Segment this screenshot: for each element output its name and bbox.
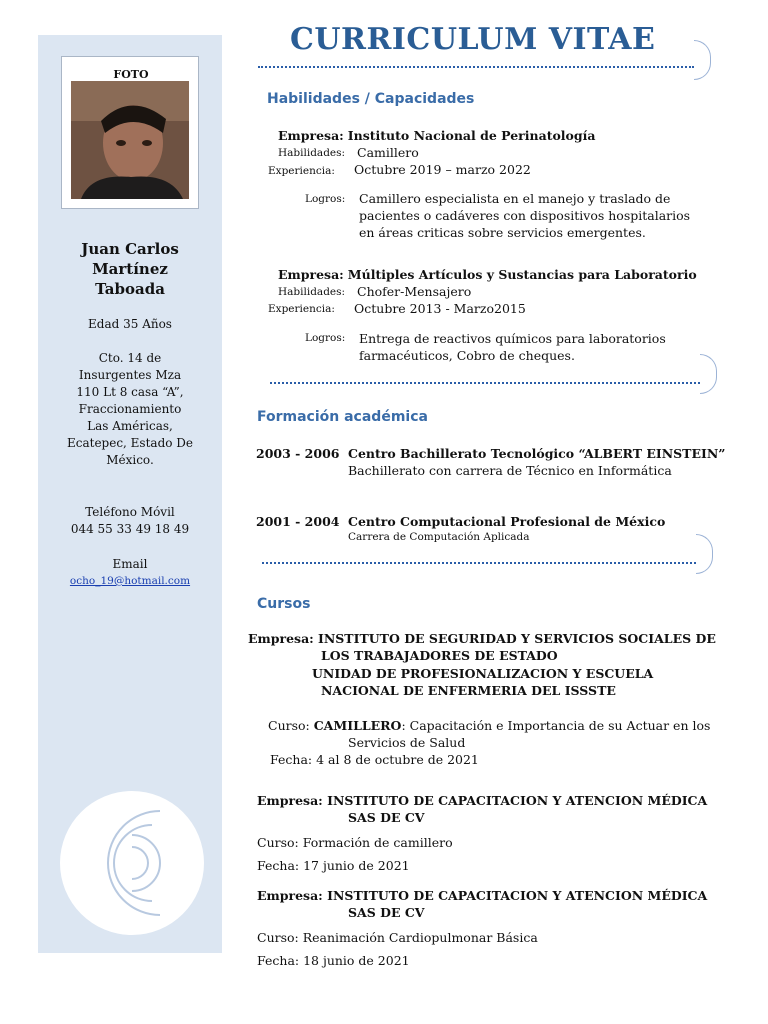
date-value: 4 al 8 de octubre de 2021: [316, 752, 479, 767]
education-years: 2003 - 2006: [256, 446, 340, 461]
course-company-line: INSTITUTO DE CAPACITACION Y ATENCION MÉDICA: [327, 793, 708, 808]
achievement-line: en áreas criticas sobre servicios emergentes.: [359, 225, 646, 240]
course-company-label: Empresa:: [257, 793, 323, 808]
company-label: Empresa:: [278, 128, 344, 143]
name-line: Taboada: [95, 280, 165, 298]
course-date: Fecha: 17 junio de 2021: [257, 858, 410, 873]
course-company-line: UNIDAD DE PROFESIONALIZACION Y ESCUELA: [312, 666, 654, 681]
course-company: [257, 793, 707, 808]
company-label: Empresa:: [278, 267, 344, 282]
course-date: Fecha: 18 junio de 2021: [257, 953, 410, 968]
course-company-line: SAS DE CV: [348, 810, 425, 825]
course-name: CAMILLERO: [313, 718, 402, 733]
address-line: Las Américas,: [87, 419, 173, 433]
phone-label: Teléfono Móvil: [85, 505, 175, 519]
course-company-label: Empresa:: [257, 888, 323, 903]
profile-photo: [71, 81, 189, 199]
skills-label: Habilidades:: [278, 286, 346, 298]
address-line: México.: [106, 453, 154, 467]
experience-label: Experiencia:: [268, 165, 335, 177]
course-date: [270, 752, 479, 767]
skills-label: Habilidades:: [278, 147, 346, 159]
course-description-cont: Servicios de Salud: [348, 735, 466, 750]
achievements-text: [359, 190, 690, 241]
course-line: Curso: Reanimación Cardiopulmonar Básica: [257, 930, 538, 945]
skills-heading: Habilidades / Capacidades: [267, 91, 475, 107]
address-line: Insurgentes Mza: [78, 368, 182, 382]
course-company-line: INSTITUTO DE SEGURIDAD Y SERVICIOS SOCIALES DE: [318, 631, 716, 646]
address-line: Cto. 14 de: [98, 351, 162, 365]
education-detail: Bachillerato con carrera de Técnico en Informática: [348, 463, 672, 478]
profile-photo-image: [71, 81, 189, 199]
course-description: : Capacitación e Importancia de su Actuar en los: [401, 718, 711, 733]
job-company: [278, 267, 697, 282]
divider: [270, 382, 700, 384]
experience-value: Octubre 2019 – marzo 2022: [354, 162, 531, 177]
divider-hook-icon: [694, 40, 711, 80]
achievement-line: Camillero especialista en el manejo y traslado de: [359, 191, 671, 206]
achievements-label: Logros:: [305, 332, 346, 344]
email-label: Email: [112, 557, 148, 571]
skills-value: Chofer-Mensajero: [357, 284, 472, 299]
course-label: Curso:: [268, 718, 310, 733]
achievements-label: Logros:: [305, 193, 346, 205]
course-company-label: Empresa:: [248, 631, 314, 646]
course-company-line: LOS TRABAJADORES DE ESTADO: [321, 648, 558, 663]
course-line: Curso: Formación de camillero: [257, 835, 453, 850]
education-detail: Carrera de Computación Aplicada: [348, 531, 530, 543]
skills-value: Camillero: [357, 145, 419, 160]
phone-number: 044 55 33 49 18 49: [70, 522, 190, 536]
achievement-line: pacientes o cadáveres con dispositivos hospitalarios: [359, 208, 691, 223]
course-company: [257, 888, 707, 903]
job-company: [278, 128, 595, 143]
experience-label: Experiencia:: [268, 303, 335, 315]
achievement-line: Entrega de reactivos químicos para laboratorios: [359, 331, 666, 346]
course-line: [268, 718, 710, 733]
address-line: Ecatepec, Estado De: [66, 436, 194, 450]
photo-frame: [61, 56, 199, 209]
achievements-text: [359, 330, 666, 364]
education-school: Centro Bachillerato Tecnológico “ALBERT EINSTEIN”: [348, 446, 726, 461]
company-name: Instituto Nacional de Perinatología: [347, 128, 596, 143]
date-label: Fecha:: [270, 752, 313, 767]
divider-hook-icon: [700, 354, 717, 394]
divider-hook-icon: [696, 534, 713, 574]
sidebar-decor-circle: [60, 791, 204, 935]
candidate-name: [38, 239, 222, 299]
divider: [262, 562, 696, 564]
experience-value: Octubre 2013 - Marzo2015: [354, 301, 526, 316]
company-name: Múltiples Artículos y Sustancias para Laboratorio: [347, 267, 697, 282]
address-line: Fraccionamiento: [78, 402, 182, 416]
education-heading: Formación académica: [257, 409, 428, 425]
divider: [258, 66, 694, 68]
email-row: [38, 572, 222, 590]
address-line: 110 Lt 8 casa “A”,: [76, 385, 184, 399]
courses-heading: Cursos: [257, 596, 311, 612]
photo-label: FOTO: [113, 68, 149, 81]
course-company-line: SAS DE CV: [348, 905, 425, 920]
education-years: 2001 - 2004: [256, 514, 340, 529]
name-line: Martínez: [92, 260, 168, 278]
course-company-line: NACIONAL DE ENFERMERIA DEL ISSSTE: [321, 683, 616, 698]
sidebar: [38, 35, 222, 953]
age: Edad 35 Años: [88, 317, 172, 331]
swirl-decor-icon: [60, 791, 204, 935]
email-link[interactable]: ocho_19@hotmail.com: [69, 575, 191, 587]
course-company-line: INSTITUTO DE CAPACITACION Y ATENCION MÉDICA: [327, 888, 708, 903]
achievement-line: farmacéuticos, Cobro de cheques.: [359, 348, 575, 363]
education-school: Centro Computacional Profesional de México: [348, 514, 666, 529]
name-line: Juan Carlos: [81, 240, 179, 258]
page-title: CURRICULUM VITAE: [290, 22, 656, 57]
address: [38, 350, 222, 469]
